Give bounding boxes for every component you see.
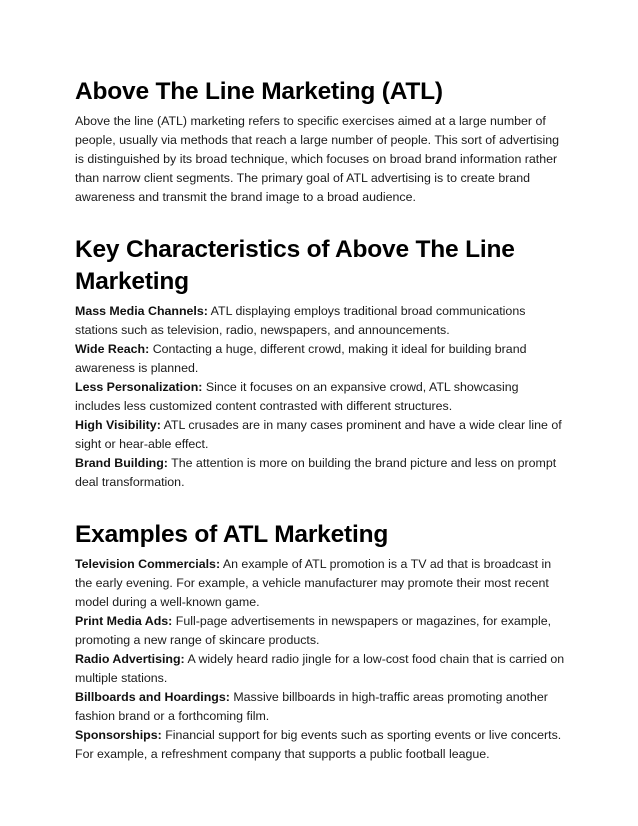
example-term: Sponsorships:	[75, 728, 162, 742]
characteristic-text: Contacting a huge, different crowd, making it ideal for building brand awareness is planned.	[75, 342, 527, 375]
characteristic-term: High Visibility:	[75, 418, 161, 432]
examples-section	[75, 519, 565, 764]
example-text: Financial support for big events such as sporting events or live concerts. For example, a refreshment company that supports a public football league.	[75, 728, 562, 761]
example-item	[75, 726, 565, 764]
example-term: Billboards and Hoardings:	[75, 690, 230, 704]
example-text: An example of ATL promotion is a TV ad that is broadcast in the early evening. For example, a vehicle manufacturer may promote their most recent model during a well-known game.	[75, 557, 552, 609]
intro-paragraph: Above the line (ATL) marketing refers to specific exercises aimed at a large number of people, usually via methods that reach a large number of people. This sort of advertising is distinguished by its broad technique, which focuses on broad brand information rather than narrow client segments. The primary goal of ATL advertising is to create brand awareness and transmit the brand image to a broad audience.	[75, 114, 559, 204]
characteristic-text: Since it focuses on an expansive crowd, ATL showcasing includes less customized content contrasted with different structures.	[75, 380, 519, 413]
characteristic-term: Less Personalization:	[75, 380, 203, 394]
characteristics-section	[75, 234, 565, 492]
example-text: Full-page advertisements in newspapers or magazines, for example, promoting a new range of skincare products.	[75, 614, 552, 647]
characteristic-item	[75, 378, 565, 416]
characteristics-heading: Key Characteristics of Above The Line Marketing	[75, 236, 515, 295]
characteristic-term: Mass Media Channels:	[75, 304, 208, 318]
document-page	[75, 76, 565, 764]
page-title: Above The Line Marketing (ATL)	[75, 78, 443, 105]
characteristic-item	[75, 416, 565, 454]
characteristic-term: Brand Building:	[75, 456, 168, 470]
example-term: Television Commercials:	[75, 557, 221, 571]
example-item	[75, 688, 565, 726]
characteristic-text: ATL crusades are in many cases prominent and have a wide clear line of sight or hear-able effect.	[75, 418, 562, 451]
characteristic-term: Wide Reach:	[75, 342, 150, 356]
example-term: Radio Advertising:	[75, 652, 185, 666]
examples-heading: Examples of ATL Marketing	[75, 521, 389, 548]
example-item	[75, 555, 565, 612]
characteristic-item	[75, 454, 565, 492]
example-item	[75, 612, 565, 650]
example-text: Massive billboards in high-traffic areas promoting another fashion brand or a forthcoming film.	[75, 690, 548, 723]
characteristic-text: The attention is more on building the brand picture and less on prompt deal transformation.	[75, 456, 557, 489]
characteristic-item	[75, 302, 565, 340]
example-text: A widely heard radio jingle for a low-cost food chain that is carried on multiple stations.	[75, 652, 565, 685]
example-term: Print Media Ads:	[75, 614, 173, 628]
example-item	[75, 650, 565, 688]
characteristic-text: ATL displaying employs traditional broad communications stations such as television, radio, newspapers, and announcements.	[75, 304, 526, 337]
intro-section	[75, 76, 565, 207]
characteristic-item	[75, 340, 565, 378]
